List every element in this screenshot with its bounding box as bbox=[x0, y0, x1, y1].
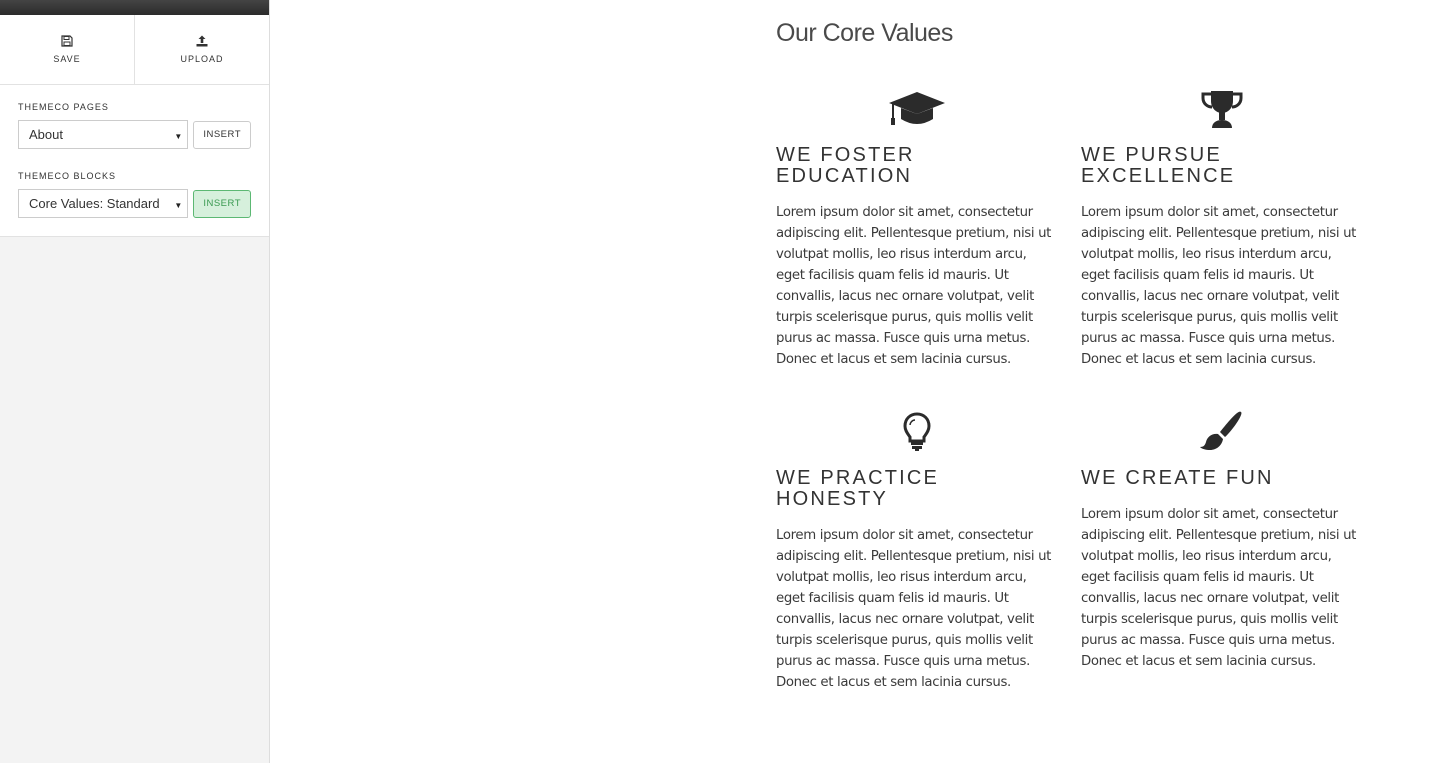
pages-select[interactable] bbox=[18, 120, 188, 149]
trophy-icon bbox=[1200, 89, 1244, 129]
themeco-blocks-label: THEMECO BLOCKS bbox=[18, 171, 117, 181]
core-value-card bbox=[1081, 412, 1363, 672]
core-value-heading: WE PURSUE EXCELLENCE bbox=[1081, 144, 1236, 187]
themeco-blocks-section bbox=[0, 165, 269, 236]
core-value-body: Lorem ipsum dolor sit amet, consectetur adipiscing elit. Pellentesque pretium, nisi ut volutpat mollis, leo risus interdum arcu, eget facilisis quam felis id mauris. Ut convallis, lacus nec ornare volutpat, velit turpis scelerisque purus, quis mollis velit purus ac massa. Fusce quis urna metus. Donec et lacus et sem lacinia cursus. bbox=[776, 528, 1052, 690]
pages-controls bbox=[18, 120, 251, 149]
dropdown-arrow-icon: ▼ bbox=[174, 201, 183, 210]
dropdown-arrow-icon: ▼ bbox=[174, 132, 183, 141]
core-value-heading: WE PRACTICE HONESTY bbox=[776, 467, 940, 510]
page-preview bbox=[271, 0, 1446, 763]
core-value-body: Lorem ipsum dolor sit amet, consectetur adipiscing elit. Pellentesque pretium, nisi ut volutpat mollis, leo risus interdum arcu, eget facilisis quam felis id mauris. Ut convallis, lacus nec ornare volutpat, velit turpis scelerisque purus, quis mollis velit purus ac massa. Fusce quis urna metus. Donec et lacus et sem lacinia cursus. bbox=[776, 205, 1052, 367]
graduation-cap-icon bbox=[888, 89, 946, 129]
save-label: SAVE bbox=[53, 54, 81, 64]
themeco-pages-label: THEMECO PAGES bbox=[18, 102, 109, 112]
paintbrush-icon bbox=[1199, 410, 1245, 454]
upload-button[interactable] bbox=[134, 15, 269, 84]
pages-select-value: About bbox=[29, 127, 63, 142]
core-value-heading: WE FOSTER EDUCATION bbox=[776, 144, 915, 187]
page-title: Our Core Values bbox=[776, 19, 953, 47]
core-value-body: Lorem ipsum dolor sit amet, consectetur adipiscing elit. Pellentesque pretium, nisi ut volutpat mollis, leo risus interdum arcu, eget facilisis quam felis id mauris. Ut convallis, lacus nec ornare volutpat, velit turpis scelerisque purus, quis mollis velit purus ac massa. Fusce quis urna metus. Donec et lacus et sem lacinia cursus. bbox=[1081, 205, 1357, 367]
save-button[interactable] bbox=[0, 15, 134, 84]
lightbulb-icon bbox=[902, 412, 932, 452]
sidebar-panel bbox=[0, 15, 269, 237]
blocks-controls bbox=[18, 189, 251, 218]
sidebar-top-bar bbox=[0, 0, 269, 15]
core-value-card bbox=[776, 412, 1058, 693]
themeco-pages-section bbox=[0, 85, 269, 165]
insert-block-button[interactable]: INSERT bbox=[193, 190, 251, 218]
blocks-select[interactable] bbox=[18, 189, 188, 218]
core-value-card bbox=[776, 89, 1058, 370]
floppy-disk-icon bbox=[61, 35, 73, 47]
insert-page-button[interactable]: INSERT bbox=[193, 121, 251, 149]
core-value-heading: WE CREATE FUN bbox=[1081, 467, 1274, 489]
action-toolbar bbox=[0, 15, 269, 85]
sidebar bbox=[0, 0, 270, 763]
upload-icon bbox=[196, 35, 208, 47]
blocks-select-value: Core Values: Standard bbox=[29, 196, 160, 211]
core-value-card bbox=[1081, 89, 1363, 370]
core-value-body: Lorem ipsum dolor sit amet, consectetur adipiscing elit. Pellentesque pretium, nisi ut volutpat mollis, leo risus interdum arcu, eget facilisis quam felis id mauris. Ut convallis, lacus nec ornare volutpat, velit turpis scelerisque purus, quis mollis velit purus ac massa. Fusce quis urna metus. Donec et lacus et sem lacinia cursus. bbox=[1081, 507, 1357, 669]
upload-label: UPLOAD bbox=[180, 54, 224, 64]
